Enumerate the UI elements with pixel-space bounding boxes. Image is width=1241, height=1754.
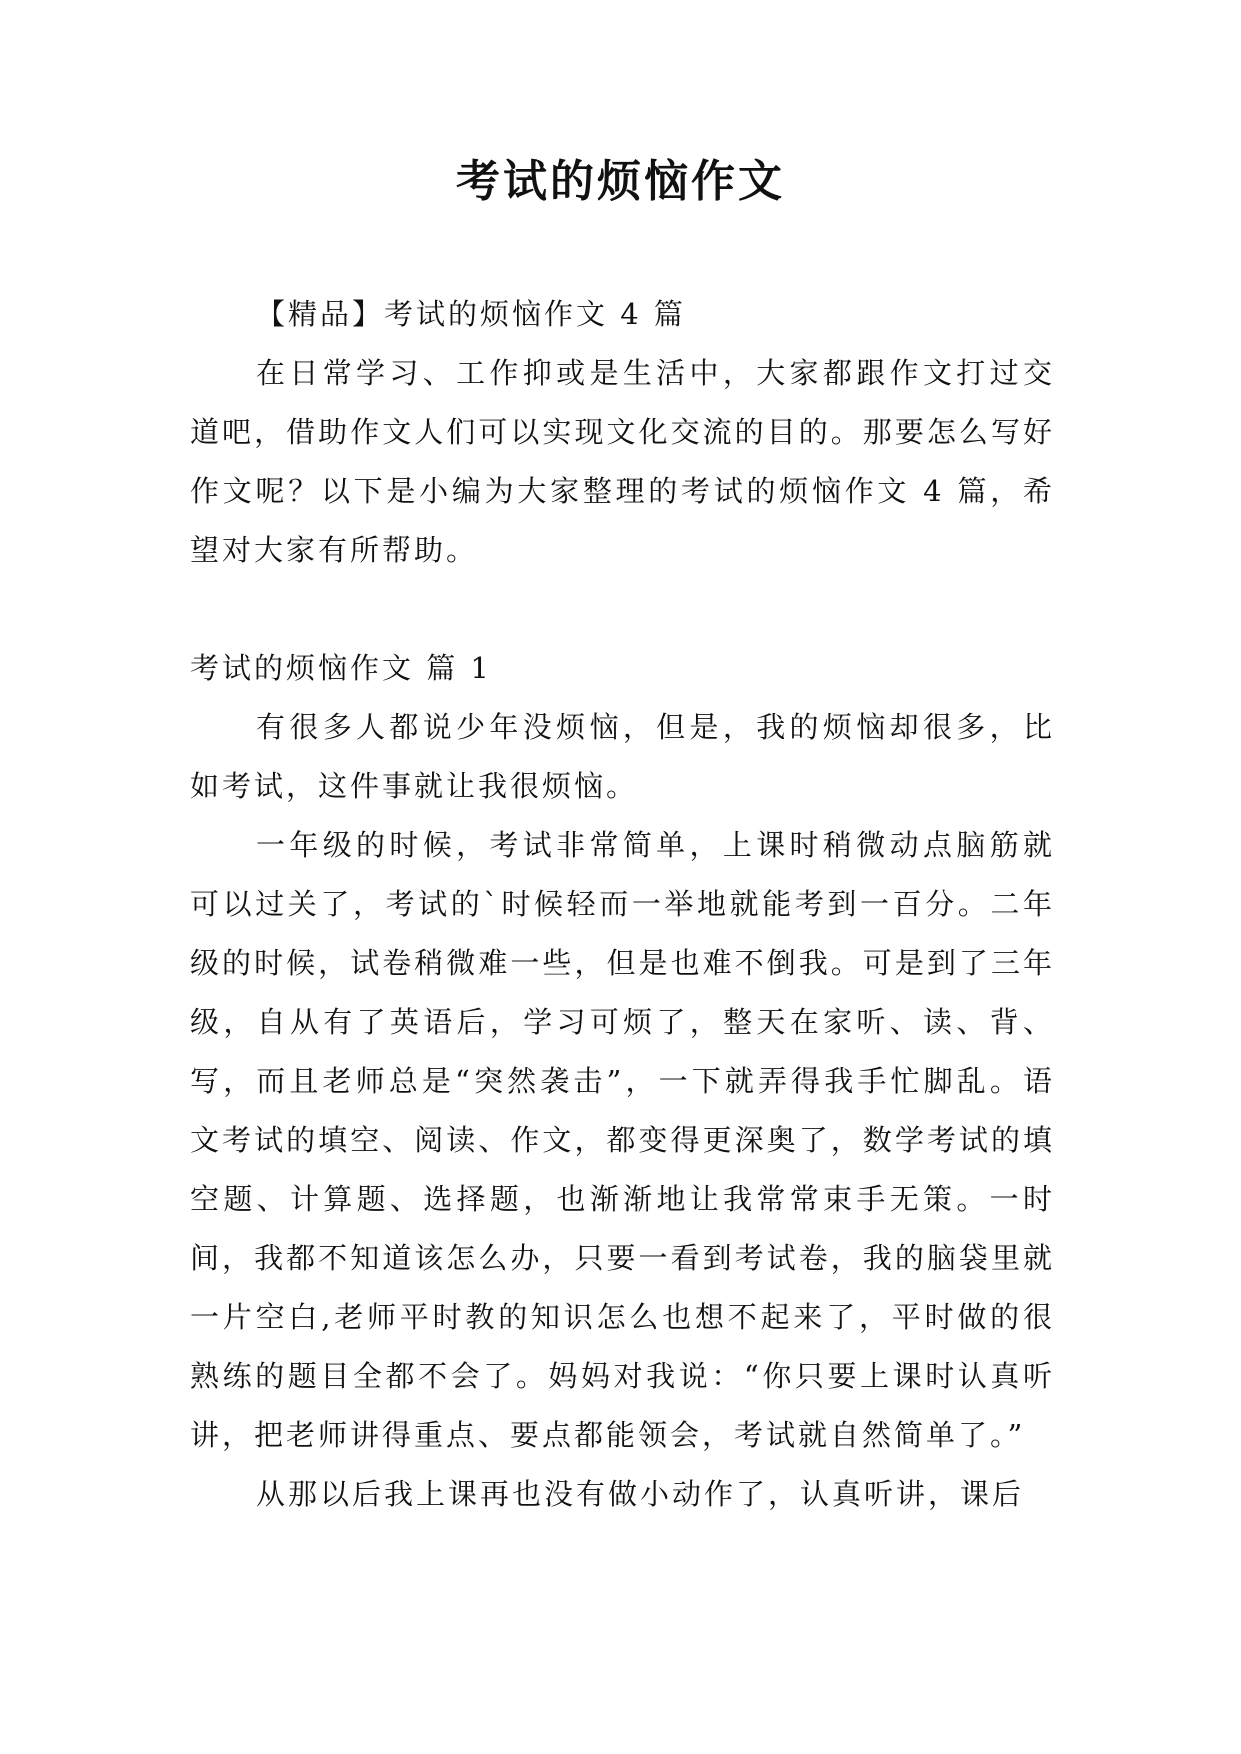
body-paragraph-2: 一年级的时候，考试非常简单，上课时稍微动点脑筋就可以过关了，考试的`时候轻而一举地就能考到一百分。二年级的时候，试卷稍微难一些，但是也难不倒我。可是到了三年级，自从有了英语后，学习可烦了，整天在家听、读、背、写，而且老师总是“突然袭击”，一下就弄得我手忙脚乱。语文考试的填空、阅读、作文，都变得更深奥了，数学考试的填空题、计算题、选择题，也渐渐地让我常常束手无策。一时间，我都不知道该怎么办，只要一看到考试卷，我的脑袋里就一片空白,老师平时教的知识怎么也想不起来了，平时做的很熟练的题目全都不会了。妈妈对我说：“你只要上课时认真听讲，把老师讲得重点、要点都能领会，考试就自然简单了。”	[190, 828, 1055, 1452]
section-heading: 考试的烦恼作文 篇 1	[190, 651, 492, 685]
document-subtitle: 【精品】考试的烦恼作文 4 篇	[256, 297, 686, 331]
body-paragraph-1: 有很多人都说少年没烦恼，但是，我的烦恼却很多，比如考试，这件事就让我很烦恼。	[190, 710, 1055, 803]
intro-paragraph: 在日常学习、工作抑或是生活中，大家都跟作文打过交道吧，借助作文人们可以实现文化交流的目的。那要怎么写好作文呢？以下是小编为大家整理的考试的烦恼作文 4 篇，希望对大家有所帮助。	[190, 356, 1055, 567]
document-title: 考试的烦恼作文	[456, 156, 785, 207]
document-body	[190, 285, 1055, 1524]
body-paragraph-3: 从那以后我上课再也没有做小动作了，认真听讲，课后	[256, 1477, 1025, 1511]
